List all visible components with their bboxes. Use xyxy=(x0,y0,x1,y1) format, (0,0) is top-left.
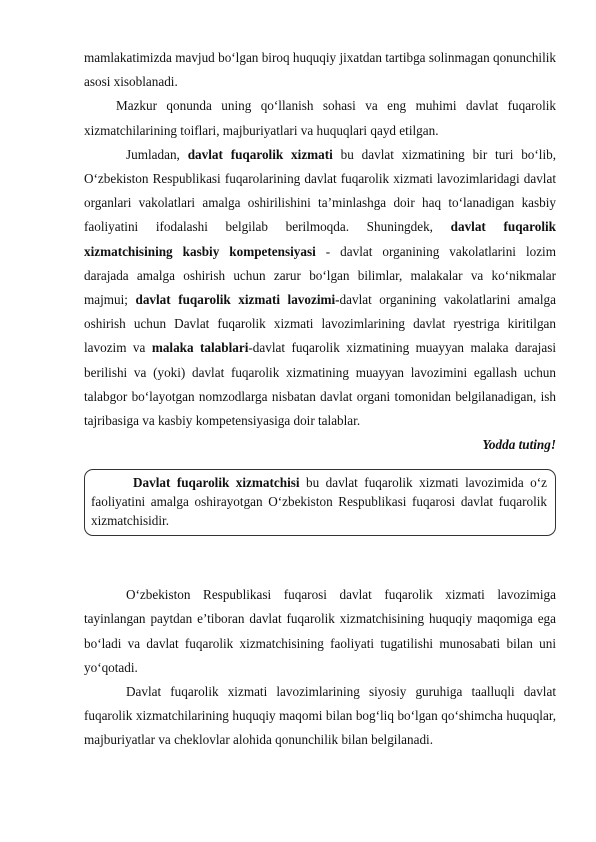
paragraph-law-scope: Mazkur qonunda uning qo‘llanish sohasi va eng muhimi davlat fuqarolik xizmatchilarining toiflari, majburiyatlari va huquqlari qayd etilgan. xyxy=(84,98,556,138)
spacer xyxy=(84,536,556,583)
document-page xyxy=(84,46,556,753)
term-civil-service: davlat fuqarolik xizmati xyxy=(187,146,333,162)
paragraph-continuation: mamlakatimizda mavjud bo‘lgan biroq huquqiy jixatdan tartibga solinmagan qonunchilik asosi xisoblanadi. xyxy=(84,50,556,90)
paragraph-political-group: Davlat fuqarolik xizmati lavozimlarining siyosiy guruhiga taalluqli davlat fuqarolik xizmatchilarining huquqiy maqomi bilan bog‘liq bo‘lgan qo‘shimcha huquqlar, majburiyatlar va cheklovlar alohida qonunchilik bilan belgilanadi. xyxy=(84,684,556,748)
term-position: davlat fuqarolik xizmati lavozimi- xyxy=(135,292,340,308)
definition-text: Davlat fuqarolik xizmatchisi bu davlat fuqarolik xizmati lavozimida o‘z faoliyatini amalga oshirayotgan O‘zbekiston Respublikasi fuqarosi davlat fuqarolik xizmatchisidir. xyxy=(91,475,547,528)
paragraph-definitions: Jumladan, davlat fuqarolik xizmati bu davlat xizmatining bir turi bo‘lib, O‘zbekiston Respublikasi fuqarolarining davlat fuqarolik xizmati lavozimlaridagi davlat organlari vakolatlari amalga oshirilishini ta’minlashga doir haq to‘lanadigan kasbiy faoliyatini ifodalashi belgilab berilmoqda. Shuningdek, davlat fuqarolik xizmatchisining kasbiy kompetensiyasi - davlat organining vakolatlarini lozim darajada amalga oshirish uchun zarur bo‘lgan bilimlar, malakalar va ko‘nikmalar majmui; davlat fuqarolik xizmati lavozimi-davlat organining vakolatlarini amalga oshirish uchun Davlat fuqarolik xizmati lavozimlarining davlat ryestriga kiritilgan lavozim va malaka talablari-davlat fuqarolik xizmatining muayyan malaka darajasi berilishi va (yoki) davlat fuqarolik xizmatining muayyan lavozimini egallash uchun talabgor bo‘layotgan nomzodlarga nisbatan davlat organi tomonidan belgilanadigan, ish tajribasiga va kasbiy kompetensiyasiga doir talablar. xyxy=(84,146,556,429)
term-competence: davlat fuqarolik xizmatchisining kasbiy kompetensiyasi xyxy=(84,219,556,259)
term-qualification: malaka talablari xyxy=(151,340,249,356)
paragraph-legal-status: O‘zbekiston Respublikasi fuqarosi davlat fuqarolik xizmati lavozimiga tayinlangan paytdan e’tiboran davlat fuqarolik xizmatchisining huquqiy maqomiga ega bo‘ladi va davlat fuqarolik xizmatchisining faoliyati tugatilishi munosabati bilan uni yo‘qotadi. xyxy=(84,587,556,675)
definition-box xyxy=(84,469,556,536)
term-civil-servant: Davlat fuqarolik xizmatchisi xyxy=(133,475,300,491)
remember-note: Yodda tuting! xyxy=(482,437,556,453)
